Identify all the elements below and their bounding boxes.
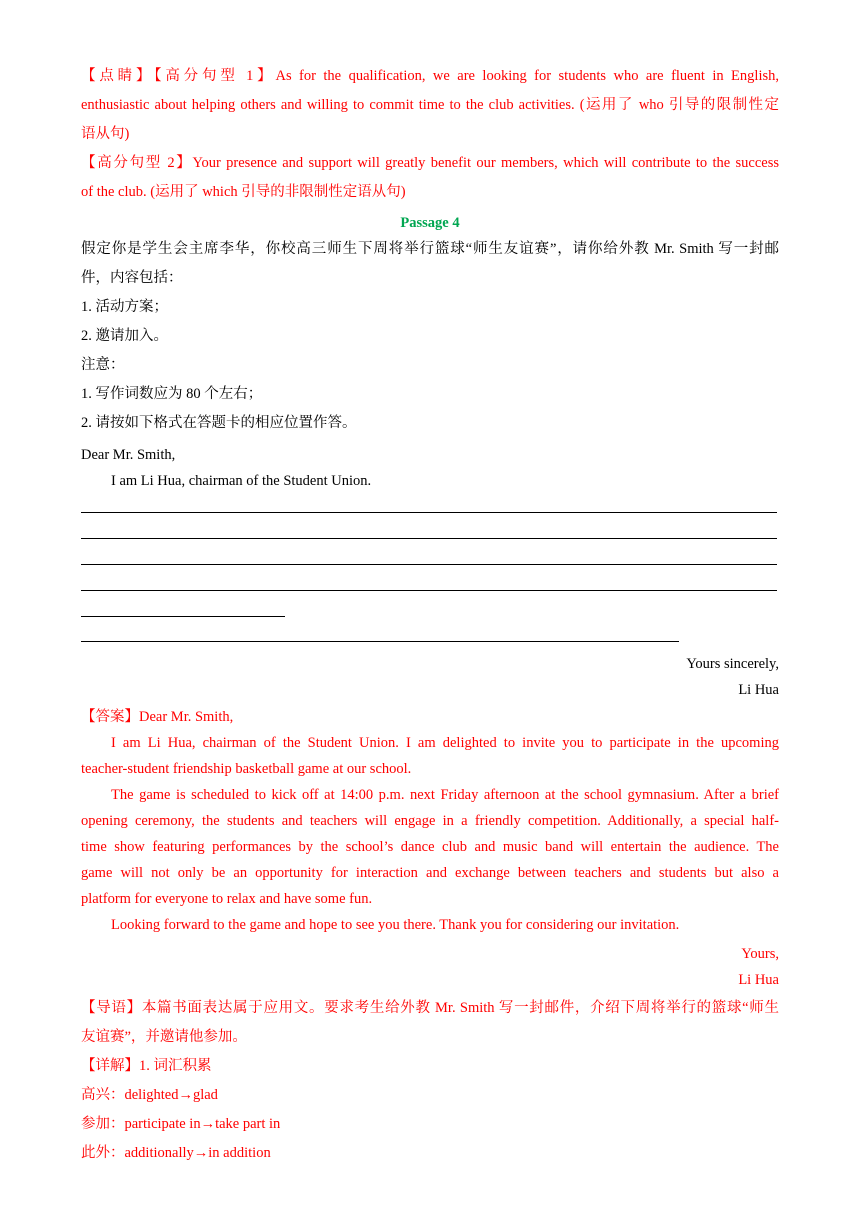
answer-line-2	[81, 538, 777, 539]
answer-p1-line1: I am Li Hua, chairman of the Student Union. I am delighted to invite you to participate in the upcoming	[111, 735, 779, 751]
answer-signature: Li Hua	[738, 972, 779, 988]
note-item-2: 2. 请按如下格式在答题卡的相应位置作答。	[81, 415, 357, 431]
guide-block	[81, 997, 779, 1171]
tip-line-4: 【高分句型 2】Your presence and support will greatly benefit our members, which will contribute to the success	[81, 155, 779, 171]
letter-salutation: Dear Mr. Smith,	[81, 447, 176, 463]
answer-p2-line2: opening ceremony, the students and teachers will engage in a friendly competition. Additionally, a special half-	[81, 813, 779, 829]
prompt-block	[81, 238, 779, 441]
answer-line-5	[81, 616, 285, 617]
letter-opening: I am Li Hua, chairman of the Student Union.	[111, 473, 372, 489]
prompt-item-1: 1. 活动方案；	[81, 299, 168, 315]
answer-line-6	[81, 641, 679, 642]
answer-p2-line3: time show featuring performances by the school’s dance club and music band will entertain the audience. The	[81, 839, 779, 855]
answer-closing: Yours,	[741, 946, 779, 962]
answer-line-3	[81, 564, 777, 565]
vocab-item-1: 高兴：delighted→glad	[81, 1087, 218, 1103]
answer-p2-line5: platform for everyone to relax and have some fun.	[81, 891, 373, 907]
letter-closing: Yours sincerely,	[686, 656, 779, 672]
prompt-line-1: 假定你是学生会主席李华，你校高三师生下周将举行篮球“师生友谊赛”，请你给外教 Mr. Smith 写一封邮	[81, 241, 779, 257]
tip-block	[81, 65, 779, 210]
answer-p1-line2: teacher-student friendship basketball game at our school.	[81, 761, 412, 777]
answer-p3-line1: Looking forward to the game and hope to see you there. Thank you for considering our invitation.	[111, 917, 680, 933]
prompt-line-2: 件，内容包括：	[81, 270, 183, 286]
prompt-item-2: 2. 邀请加入。	[81, 328, 168, 344]
answer-p2-line4: game will not only be an opportunity for interaction and exchange between teachers and students but also a	[81, 865, 779, 881]
guide-line-2: 友谊赛”，并邀请他参加。	[81, 1029, 247, 1045]
tip-line-3: 语从句)	[81, 126, 130, 142]
answer-line-1	[81, 512, 777, 513]
detail-heading: 【详解】1. 词汇积累	[81, 1058, 212, 1074]
tip-line-1: 【点睛】【高分句型 1】As for the qualification, we are looking for students who are fluent in English,	[81, 68, 779, 84]
tip-line-2: enthusiastic about helping others and willing to commit time to the club activities. (运用了 who 引导的限制性定	[81, 97, 779, 113]
answer-salutation: 【答案】Dear Mr. Smith,	[81, 709, 234, 725]
answer-p2-line1: The game is scheduled to kick off at 14:00 p.m. next Friday afternoon at the school gymnasium. After a brief	[111, 787, 779, 803]
guide-line-1: 【导语】本篇书面表达属于应用文。要求考生给外教 Mr. Smith 写一封邮件，介绍下周将举行的篮球“师生	[81, 1000, 779, 1016]
vocab-item-2: 参加：participate in→take part in	[81, 1116, 281, 1132]
passage-heading: Passage 4	[400, 215, 460, 231]
tip-line-5: of the club. (运用了 which 引导的非限制性定语从句)	[81, 184, 406, 200]
answer-block	[81, 707, 779, 941]
answer-line-4	[81, 590, 777, 591]
letter-signature: Li Hua	[738, 682, 779, 698]
note-item-1: 1. 写作词数应为 80 个左右；	[81, 386, 263, 402]
vocab-item-3: 此外：additionally→in addition	[81, 1145, 271, 1161]
note-heading: 注意：	[81, 357, 125, 373]
